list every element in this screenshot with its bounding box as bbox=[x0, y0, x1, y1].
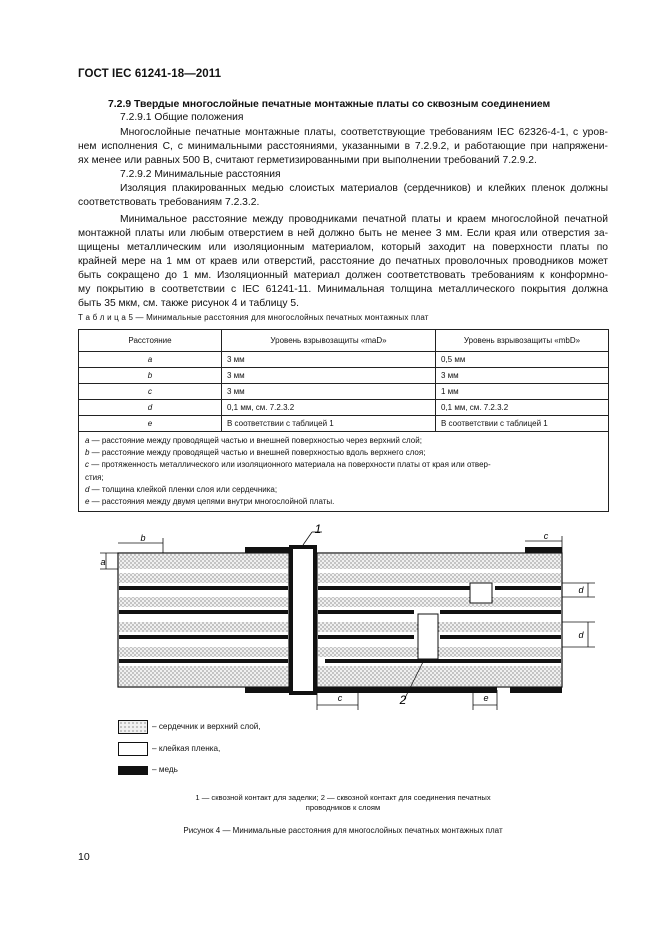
paragraph-line: Многослойные печатные монтажные платы, соответствующие требованиям IEC 62326-4-1, с уров- bbox=[120, 127, 608, 138]
table-cell: 0,1 мм, см. 7.2.3.2 bbox=[436, 400, 609, 416]
legend-swatch-core bbox=[118, 720, 148, 734]
dim-label-b: b bbox=[140, 533, 146, 543]
paragraph-line: ях менее или равных 500 В, считают герметизированными при выполнении требований 7.2.9.2. bbox=[78, 155, 537, 166]
subsection-title-distances: 7.2.9.2 Минимальные расстояния bbox=[120, 169, 281, 180]
dim-label-c-bottom: c bbox=[337, 693, 343, 703]
table-cell: В соответствии с таблицей 1 bbox=[222, 416, 436, 432]
paragraph-line: му покрытию в соответствии с IEC 61241-11. Минимальная толщина металлического покрытия должна bbox=[78, 284, 608, 295]
table-note: a — расстояние между проводящей частью и внешней поверхностью через верхний слой; bbox=[85, 436, 422, 445]
document-header: ГОСТ IEC 61241-18—2011 bbox=[78, 68, 222, 80]
paragraph-line: быть сокращено до 1 мм. Изоляционный материал должен соответствовать требованиям к конформно- bbox=[78, 270, 608, 281]
table-cell: 3 мм bbox=[222, 368, 436, 384]
table-cell: b bbox=[79, 368, 222, 384]
table-cell: 0,1 мм, см. 7.2.3.2 bbox=[222, 400, 436, 416]
paragraph-line: быть 35 мкм, см. также рисунок 4 и таблицу 5. bbox=[78, 298, 299, 309]
table-note: c — протяженность металлического или изоляционного материала на поверхности платы от края или отвер- bbox=[85, 460, 491, 470]
right-board bbox=[317, 547, 562, 693]
left-board bbox=[118, 547, 289, 693]
table-header-cell: Уровень взрывозащиты «mbD» bbox=[436, 330, 609, 352]
paragraph-line: нем исполнения С, с минимальными расстояниями, указанными в 7.2.9.2, и работающие при напряжени- bbox=[78, 141, 608, 152]
through-via-1 bbox=[289, 545, 317, 695]
paragraph-line: соответствовать требованиям 7.2.3.2. bbox=[78, 197, 260, 208]
legend-adhesive-label: – клейкая пленка, bbox=[152, 744, 221, 753]
legend-swatch-adhesive bbox=[118, 742, 148, 756]
dim-label-c-top: c bbox=[543, 531, 549, 541]
section-title: 7.2.9 Твердые многослойные печатные монтажные платы со сквозным соединением bbox=[108, 99, 551, 110]
paragraph-line: Изоляция плакированных медью слоистых материалов (сердечников) и клейких пленок должны bbox=[120, 183, 608, 194]
dim-label-d-lower: d bbox=[578, 630, 584, 640]
table-header-cell: Уровень взрывозащиты «maD» bbox=[222, 330, 436, 352]
figure-notes: 1 — сквозной контакт для заделки; 2 — сквозной контакт для соединения печатных bbox=[195, 793, 491, 802]
table-cell: a bbox=[79, 352, 222, 368]
table-cell: В соответствии с таблицей 1 bbox=[436, 416, 609, 432]
table-note: e — расстояния между двумя цепями внутри многослойной платы. bbox=[85, 497, 335, 507]
subsection-title-general: 7.2.9.1 Общие положения bbox=[120, 112, 244, 123]
dim-label-e: e bbox=[483, 693, 489, 703]
figure-caption: Рисунок 4 — Минимальные расстояния для многослойных печатных монтажных плат bbox=[183, 826, 503, 835]
paragraph-line: щищены металлическим или изоляционным материалом, который заходит на поверхности платы по bbox=[78, 242, 608, 253]
table-cell: e bbox=[79, 416, 222, 432]
legend-core-label: – сердечник и верхний слой, bbox=[152, 722, 261, 731]
table-cell: 1 мм bbox=[436, 384, 609, 400]
legend-copper-label: – медь bbox=[152, 765, 178, 774]
paragraph-line: монтажной платы или любым отверстием в ней должно быть не менее 3 мм. Если края или отверстия за- bbox=[78, 228, 608, 239]
paragraph-line: Минимальное расстояние между проводниками печатной платы и краем многослойной печатной bbox=[120, 214, 608, 225]
table-note: b — расстояние между проводящей частью и внешней поверхностью вдоль верхнего слоя; bbox=[85, 448, 426, 458]
callout-2: 2 bbox=[399, 693, 407, 707]
table-cell: 3 мм bbox=[436, 368, 609, 384]
table-cell: 3 мм bbox=[222, 384, 436, 400]
dim-label-a: a bbox=[100, 557, 106, 567]
legend-swatch-copper bbox=[118, 766, 148, 775]
figure-notes: проводников к слоям bbox=[305, 803, 381, 812]
table-note: стия; bbox=[85, 472, 104, 482]
paragraph-line: крайней мере на 1 мм от краев или отверстий, расстояние до печатных проволочных проводников может bbox=[78, 256, 608, 267]
table-note: d — толщина клейкой пленки слоя или сердечника; bbox=[85, 484, 278, 494]
table-cell: 0,5 мм bbox=[436, 352, 609, 368]
table-cell: 3 мм bbox=[222, 352, 436, 368]
callout-1: 1 bbox=[314, 522, 322, 536]
table-caption: Т а б л и ц а 5 — Минимальные расстояния для многослойных печатных монтажных плат bbox=[78, 313, 429, 322]
table-cell: c bbox=[79, 384, 222, 400]
dim-label-d-upper: d bbox=[578, 585, 584, 595]
table-header-cell: Расстояние bbox=[79, 330, 222, 352]
table-cell: d bbox=[79, 400, 222, 416]
page-number: 10 bbox=[78, 851, 90, 863]
